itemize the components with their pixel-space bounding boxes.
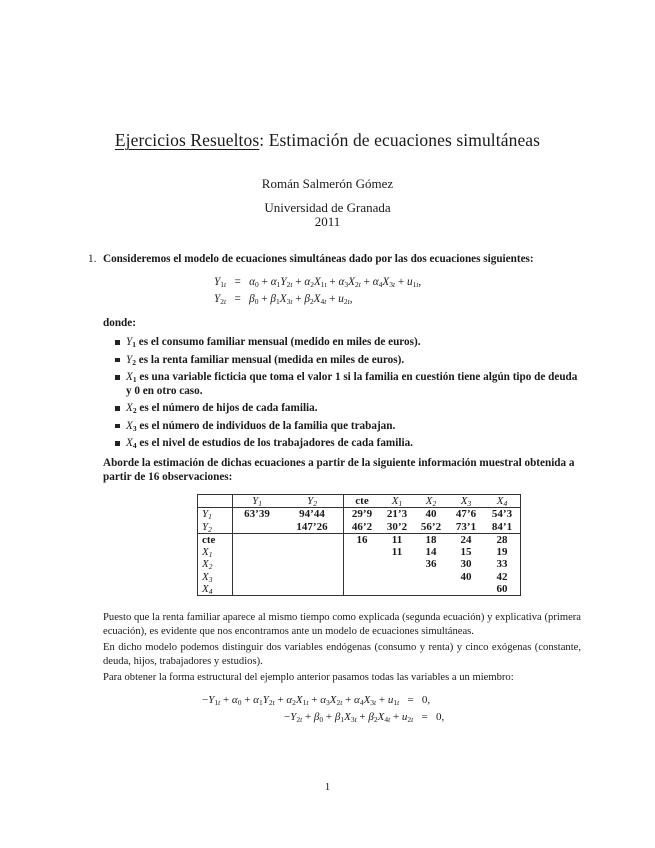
- document-title: [0, 130, 655, 151]
- title-underlined: Ejercicios Resueltos: [114, 130, 260, 150]
- list-item: $X_3$ es el número de individuos de la familia que trabajan.: [115, 420, 585, 434]
- list-item: $X_4$ es el nivel de estudios de los trabajadores de cada familia.: [115, 437, 585, 451]
- exercise-number: 1.: [88, 253, 97, 265]
- table-cell: 33: [484, 558, 521, 570]
- table-cell: [281, 533, 344, 546]
- bullet-text: es una variable ficticia que toma el valor 1 si la familia en cuestión tiene algún tipo de deuda y 0 en otro caso.: [126, 371, 578, 397]
- table-cell: [281, 583, 344, 596]
- paragraph-3: Para obtener la forma estructural del ejemplo anterior pasamos todas las variables a un miembro:: [103, 672, 514, 683]
- paragraph-1: Puesto que la renta familiar aparece al mismo tiempo como explicada (segunda ecuación) y explicativa (primera ecuación), es evidente que nos encontramos ante un modelo de ecuaciones simultáneas.: [103, 612, 581, 637]
- table-cell: 11: [391, 533, 403, 546]
- table-cell: 94’44: [299, 508, 325, 521]
- table-cell: 63’39: [233, 508, 282, 521]
- table-cell: [380, 571, 414, 583]
- table-cell: 28: [484, 533, 521, 546]
- table-cell: [233, 533, 282, 546]
- table-cell: [233, 571, 282, 583]
- table-cell: [233, 583, 282, 596]
- list-item: $Y_1$ es el consumo familiar mensual (medido en miles de euros).: [115, 336, 585, 350]
- bullet-text: es el nivel de estudios de los trabajadores de cada familia.: [136, 437, 413, 449]
- table-row: [198, 533, 521, 546]
- table-header-row: [198, 495, 521, 508]
- table-cell: [380, 558, 414, 570]
- table-cell: 18: [425, 533, 437, 546]
- row-label-y2: $Y_2$: [198, 521, 233, 534]
- col-x1: $X_1$: [380, 495, 414, 508]
- table-cell: [344, 546, 381, 558]
- table-cell: 47’6: [455, 508, 477, 521]
- table-cell: [344, 583, 381, 596]
- table-cell: 30’2: [380, 521, 414, 534]
- table-cell: 60: [484, 583, 521, 596]
- row-label-cte: cte: [198, 533, 233, 546]
- bullet-text: es el número de hijos de cada familia.: [136, 402, 318, 414]
- table-cell: [281, 558, 344, 570]
- table-cell: 147’26: [281, 521, 344, 534]
- table-row: [198, 558, 521, 570]
- structural-equation-2: $-Y_{2t} + \beta_0 + \beta_1X_{3t} + \beta_2X_{4t} + u_{2t} = 0$,: [284, 711, 445, 724]
- equation-1: $Y_{1t} = \alpha_0 + \alpha_1Y_{2t} + \alpha_2X_{1t} + \alpha_3X_{2t} + \alpha_4X_{3t} + u_{1t}$,: [214, 276, 422, 289]
- col-x3: $X_3$: [448, 495, 484, 508]
- col-y1: $Y_1$: [233, 495, 282, 508]
- structural-equation-1: $-Y_{1t} + \alpha_0 + \alpha_1Y_{2t} + \alpha_2X_{1t} + \alpha_3X_{2t} + \alpha_4X_{3t} + u_{1t} = 0$,: [202, 694, 431, 707]
- affiliation: [0, 201, 655, 229]
- col-x4: $X_4$: [484, 495, 521, 508]
- table-row: [198, 521, 521, 534]
- row-label-x4: $X_4$: [198, 583, 233, 596]
- table-cell: 84’1: [484, 521, 521, 534]
- table-cell: 40: [425, 508, 437, 521]
- table-cell: 15: [460, 546, 472, 559]
- table-cell: 56’2: [414, 521, 448, 534]
- row-label-x3: $X_3$: [198, 571, 233, 583]
- row-label-x1: $X_1$: [198, 546, 233, 558]
- list-item: $Y_2$ es la renta familiar mensual (medida en miles de euros).: [115, 354, 585, 368]
- variable-list: [115, 336, 585, 455]
- bullet-text: es el número de individuos de la familia que trabajan.: [136, 419, 396, 432]
- col-cte: cte: [344, 495, 381, 508]
- row-label-y1: $Y_1$: [198, 508, 233, 521]
- table-cell: 42: [484, 571, 521, 583]
- table-cell: 46’2: [344, 521, 381, 534]
- table-row: [198, 546, 521, 558]
- col-x2: $X_2$: [414, 495, 448, 508]
- table-cell: [414, 583, 448, 596]
- table-cell: 73’1: [448, 521, 484, 534]
- university: Universidad de Granada: [264, 200, 391, 215]
- year: 2011: [314, 214, 341, 229]
- paragraph-2: En dicho modelo podemos distinguir dos variables endógenas (consumo y renta) y cinco exógenas (constante, deuda, hijos, trabajadores y estudios).: [103, 642, 581, 667]
- list-item: $X_1$ es una variable ficticia que toma el valor 1 si la familia en cuestión tiene algún tipo de deuda y 0 en otro caso.: [115, 371, 585, 398]
- table-cell: 16: [344, 533, 381, 546]
- table-cell: [344, 571, 381, 583]
- table-cell: [344, 558, 381, 570]
- table-cell: 19: [484, 546, 521, 558]
- table-row: [198, 508, 521, 521]
- donde-label: donde:: [103, 317, 136, 329]
- data-intro: Aborde la estimación de dichas ecuaciones a partir de la siguiente información muestral obtenida a partir de 16 observaciones:: [103, 457, 575, 483]
- table-cell: 30: [460, 558, 472, 571]
- table-cell: [414, 571, 448, 583]
- table-cell: [233, 546, 282, 558]
- table-cell: 36: [425, 558, 437, 571]
- table-cell: 40: [460, 570, 472, 583]
- col-y2: $Y_2$: [281, 495, 344, 508]
- title-rest: : Estimación de ecuaciones simultáneas: [259, 130, 541, 150]
- author: Román Salmerón Gómez: [261, 176, 394, 191]
- table-cell: 21’3: [386, 508, 408, 521]
- table-cell: 24: [460, 533, 472, 546]
- page-number: 1: [324, 781, 331, 793]
- table-cell: [233, 558, 282, 570]
- table-cell: 11: [391, 546, 403, 559]
- bullet-text: es el consumo familiar mensual (medido en miles de euros).: [135, 336, 421, 348]
- table-cell: [380, 583, 414, 596]
- table-cell: 54’3: [484, 508, 521, 521]
- equation-2: $Y_{2t} = \beta_0 + \beta_1X_{3t} + \beta_2X_{4t} + u_{2t}$,: [214, 293, 353, 306]
- table-cell: [281, 546, 344, 558]
- table-row: [198, 583, 521, 596]
- exercise-statement: Consideremos el modelo de ecuaciones simultáneas dado por las dos ecuaciones siguientes:: [103, 253, 534, 265]
- table-cell: 14: [425, 546, 437, 559]
- bullet-text: es la renta familiar mensual (medida en miles de euros).: [135, 353, 405, 366]
- list-item: $X_2$ es el número de hijos de cada familia.: [115, 402, 585, 416]
- sample-data-table: [197, 494, 521, 596]
- row-label-x2: $X_2$: [198, 558, 233, 570]
- table-cell: 29’9: [344, 508, 381, 521]
- table-cell: [233, 521, 282, 534]
- table-cell: [448, 583, 484, 596]
- table-row: [198, 571, 521, 583]
- table-cell: [281, 571, 344, 583]
